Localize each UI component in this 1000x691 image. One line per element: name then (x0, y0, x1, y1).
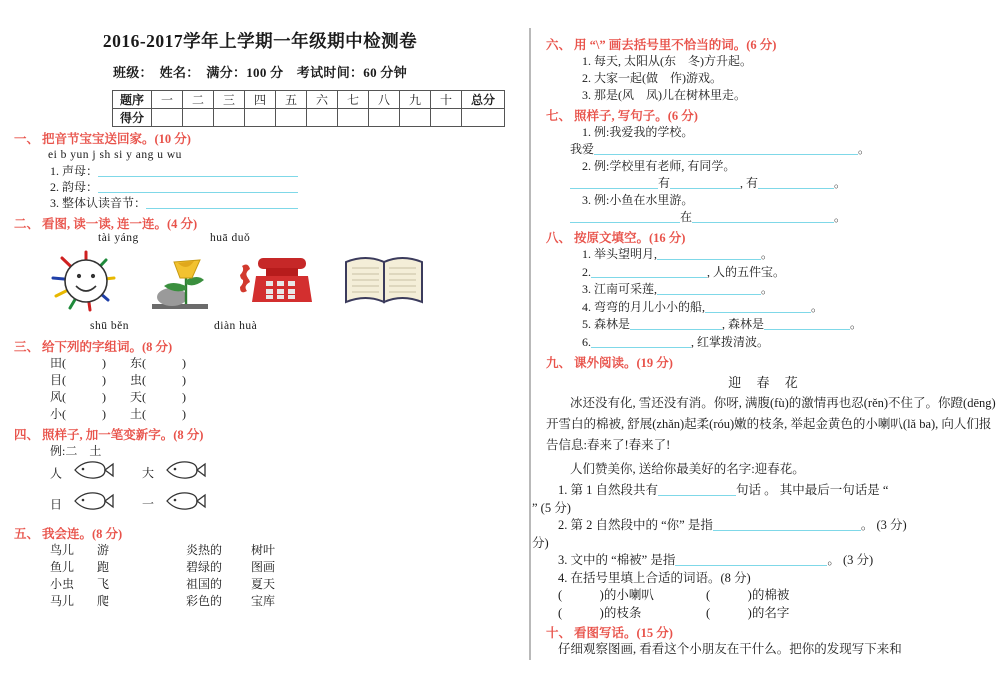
answer-blank[interactable] (146, 195, 298, 209)
question-3-text: 3. 文中的 “棉被” 是指 (558, 553, 676, 567)
list-item: 2. 例:学校里有老师, 有同学。 (582, 159, 736, 173)
list-item (582, 246, 1000, 264)
score-row-label-2: 得分 (113, 109, 152, 127)
bracket-row-1 (558, 587, 1000, 605)
fill-mid: , 森林是 (722, 317, 765, 331)
score-cell[interactable] (369, 109, 400, 127)
list-item (582, 264, 1000, 282)
list-item: 风( ) 天( ) (50, 390, 187, 404)
match-verb[interactable]: 爬 (97, 594, 110, 608)
section-10-title: 看图写话。(15 分) (574, 626, 673, 640)
list-item[interactable]: 1. 每天, 太阳从(东 冬)方升起。 (582, 54, 752, 68)
char-right: 天 (130, 390, 143, 404)
section-2-title: 看图, 读一读, 连一连。(4 分) (42, 217, 198, 231)
section-9-heading (546, 353, 1000, 371)
list-item (582, 316, 1000, 334)
fill-prompt: 6. (582, 334, 591, 349)
answer-blank[interactable] (692, 209, 834, 223)
section-4-example: 例:二 土 (50, 444, 102, 458)
score-col-5: 五 (276, 91, 307, 109)
list-item[interactable]: 2. 大家一起(做 作)游戏。 (582, 71, 722, 85)
fill-suffix: 。 (850, 317, 863, 331)
match-adj[interactable]: 祖国的 (186, 577, 223, 591)
section-7-title: 照样子, 写句子。(6 分) (574, 109, 698, 123)
list-item[interactable]: 3. 那是(风 凤)儿在树林里走。 (582, 88, 746, 102)
list-item (50, 490, 520, 521)
fill-prompt: 4. 弯弯的月儿小小的船, (582, 299, 706, 314)
list-item (50, 576, 520, 593)
page-title: 2016-2017学年上学期一年级期中检测卷 (102, 31, 418, 51)
list-item (50, 593, 520, 610)
answer-blank[interactable] (705, 299, 811, 313)
passage-title: 迎 春 花 (728, 375, 804, 390)
fill-suffix: 。 (811, 299, 824, 314)
score-cell[interactable] (338, 109, 369, 127)
section-2-top-labels (0, 232, 520, 248)
char-right: 东 (130, 356, 143, 370)
score-cell[interactable] (276, 109, 307, 127)
question-1-text-2: 句话 。 其中最后一句话是 “ (736, 483, 889, 497)
match-adj[interactable]: 炎热的 (186, 543, 223, 557)
score-cell[interactable] (400, 109, 431, 127)
answer-blank[interactable] (764, 316, 850, 330)
answer-blank[interactable] (630, 316, 722, 330)
char-left: 小 (50, 407, 63, 421)
section-8-title: 按原文填空。(16 分) (574, 231, 686, 245)
match-verb[interactable]: 跑 (97, 560, 110, 574)
fish-answer-box[interactable] (163, 490, 207, 521)
match-verb[interactable]: 游 (97, 543, 110, 557)
section-1-number: 一、 (14, 132, 40, 146)
section-5-title: 我会连。(8 分) (42, 527, 123, 541)
answer-blank[interactable] (98, 179, 298, 193)
char-prompt: 人 (50, 466, 63, 481)
section-3-title: 给下列的字组词。(8 分) (42, 340, 173, 354)
list-item: 小( ) 土( ) (50, 407, 187, 421)
fill-prompt: 3. 江南可采莲, (582, 282, 658, 296)
section-4-title: 照样子, 加一笔变新字。(8 分) (42, 428, 204, 442)
score-col-1: 一 (152, 91, 183, 109)
list-item: 目( ) 虫( ) (50, 373, 187, 387)
fill-suffix: 。 (761, 282, 774, 296)
answer-blank[interactable] (570, 209, 680, 223)
sun-picture (50, 248, 122, 314)
section-4-rows (50, 459, 520, 521)
score-row-label: 题序 (113, 91, 152, 109)
question-3-suffix: 。 (3 分) (827, 553, 874, 567)
section-1-item-3 (50, 195, 520, 211)
list-item: 3. 例:小鱼在水里游。 (582, 193, 694, 207)
section-3-items (50, 355, 520, 423)
pinyin-list: ei b yun j sh si y ang u wu (48, 149, 182, 161)
label-shengmu: 1. 声母： (50, 164, 99, 178)
right-column (532, 0, 1000, 691)
match-noun[interactable]: 宝库 (251, 594, 276, 608)
answer-blank[interactable] (657, 246, 761, 260)
score-cell-total[interactable] (462, 109, 505, 127)
list-item (50, 542, 520, 559)
char-prompt: 大 (142, 466, 155, 481)
section-4-number: 四、 (14, 428, 40, 442)
list-item (50, 459, 520, 490)
section-7-items (570, 124, 1000, 226)
section-8-heading (546, 228, 1000, 246)
sentence-word-you: 有 (658, 176, 671, 190)
label-zhengti: 3. 整体认读音节： (50, 196, 147, 210)
list-item: 我爱 。 (570, 142, 871, 156)
reading-question-2-cont: 分) (532, 535, 549, 550)
match-left[interactable]: 鱼儿 (50, 560, 75, 574)
section-8-items (582, 246, 1000, 351)
score-col-3: 三 (214, 91, 245, 109)
match-left[interactable]: 马儿 (50, 594, 75, 608)
section-1-title: 把音节宝宝送回家。(10 分) (42, 132, 191, 146)
score-col-4: 四 (245, 91, 276, 109)
reading-question-1-cont: ” (5 分) (532, 500, 571, 515)
list-item (50, 559, 520, 576)
section-2-bottom-labels (0, 320, 520, 335)
char-prompt: 日 (50, 497, 63, 512)
fish-answer-box[interactable] (163, 459, 207, 490)
answer-blank[interactable] (591, 264, 707, 278)
char-right: 虫 (130, 373, 143, 387)
passage-paragraph-1: 冰还没有化, 雪还没有消。你呀, 满腹(fù)的激情再也忍(rěn)不住了。你蹬(dēng)开雪白的棉被, 舒展(zhǎn)起柔(róu)嫩的枝条, 举起金黄色的小喇叭(lǎ ba), 向人们报告信息:春来了!春来了! (546, 396, 996, 452)
sentence-word-you2: , 有 (740, 176, 759, 190)
match-verb[interactable]: 飞 (97, 577, 110, 591)
flower-picture (148, 248, 212, 314)
score-col-total: 总分 (462, 91, 505, 109)
score-col-7: 七 (338, 91, 369, 109)
section-2-images (20, 248, 520, 320)
answer-blank[interactable] (675, 552, 827, 566)
score-col-10: 十 (431, 91, 462, 109)
score-col-8: 八 (369, 91, 400, 109)
answer-blank[interactable] (658, 482, 736, 496)
section-4-heading (14, 425, 520, 443)
fill-suffix: 。 (761, 247, 774, 261)
section-6-title: 用 “\” 画去括号里不恰当的词。(6 分) (574, 38, 777, 52)
section-3-number: 三、 (14, 340, 40, 354)
section-1-item-1 (50, 163, 520, 179)
char-right: 土 (130, 407, 143, 421)
section-1-item-2 (50, 179, 520, 195)
pinyin-taiyang: tài yáng (98, 232, 139, 244)
section-9-number: 九、 (546, 356, 572, 370)
char-left: 田 (50, 356, 63, 370)
reading-question-3 (558, 552, 1000, 570)
section-1-heading (14, 129, 520, 147)
char-left: 目 (50, 373, 63, 387)
answer-blank[interactable] (98, 163, 298, 177)
list-item: 1. 例:我爱我的学校。 (582, 125, 694, 139)
telephone-picture (238, 248, 314, 310)
passage-paragraph-2: 人们赞美你, 送给你最美好的名字:迎春花。 (570, 462, 805, 476)
score-cell[interactable] (245, 109, 276, 127)
list-item (582, 299, 1000, 317)
answer-blank[interactable] (594, 141, 858, 155)
book-picture (342, 248, 426, 308)
match-left[interactable]: 小虫 (50, 577, 75, 591)
reading-question-2 (558, 517, 1000, 535)
list-item: 在 。 (570, 209, 1000, 226)
answer-blank[interactable] (713, 517, 861, 531)
char-prompt: 一 (142, 497, 155, 512)
table-row-scores (113, 109, 505, 127)
section-7-heading (546, 106, 1000, 124)
answer-blank[interactable] (670, 175, 740, 189)
list-item: 有 , 有 。 (570, 175, 1000, 192)
answer-blank[interactable] (591, 334, 691, 348)
fish-answer-box[interactable] (71, 459, 115, 490)
section-6-heading (546, 35, 1000, 53)
reading-question-4: 4. 在括号里填上合适的词语。(8 分) (558, 570, 751, 585)
bracket-item[interactable]: ( )的枝条 (558, 605, 642, 620)
fill-prompt: 5. 森林是 (582, 317, 631, 331)
answer-blank[interactable] (570, 175, 658, 189)
answer-blank[interactable] (657, 281, 761, 295)
section-10-description: 仔细观察图画, 看看这个小朋友在干什么。把你的发现写下来和 (558, 642, 902, 656)
score-cell[interactable] (152, 109, 183, 127)
section-6-items (582, 53, 1000, 104)
fill-prompt: 1. 举头望明月, (582, 247, 658, 261)
question-2-text: 2. 第 2 自然段中的 “你” 是指 (558, 518, 713, 532)
match-noun[interactable]: 图画 (251, 560, 276, 574)
bracket-item[interactable]: ( )的小喇叭 (558, 588, 654, 602)
score-cell[interactable] (307, 109, 338, 127)
question-1-text: 1. 第 1 自然段共有 (558, 483, 659, 497)
section-9-title: 课外阅读。(19 分) (574, 356, 673, 370)
match-noun[interactable]: 树叶 (251, 543, 276, 557)
fish-answer-box[interactable] (71, 490, 115, 521)
pinyin-huaduo: huā duǒ (210, 232, 251, 244)
score-cell[interactable] (183, 109, 214, 127)
sentence-word-zai: 在 (680, 210, 693, 224)
score-col-9: 九 (400, 91, 431, 109)
match-adj[interactable]: 碧绿的 (186, 560, 223, 574)
pinyin-shuben: shū běn (90, 320, 129, 332)
score-col-6: 六 (307, 91, 338, 109)
score-cell[interactable] (214, 109, 245, 127)
label-yunmu: 2. 韵母： (50, 180, 99, 194)
list-item (582, 281, 1000, 299)
match-left[interactable]: 鸟儿 (50, 543, 75, 557)
score-cell[interactable] (431, 109, 462, 127)
table-row-header (113, 91, 505, 109)
section-7-number: 七、 (546, 109, 572, 123)
section-10-number: 十、 (546, 626, 572, 640)
section-5-heading (14, 524, 520, 542)
fill-suffix: , 人的五件宝。 (707, 264, 786, 279)
sentence-prefix: 我爱 (570, 142, 595, 156)
reading-question-1 (558, 482, 1000, 500)
bracket-item[interactable]: ( )的名字 (706, 605, 790, 620)
score-table (112, 90, 505, 127)
section-2-heading (14, 214, 520, 232)
char-left: 风 (50, 390, 63, 404)
pinyin-dianhua: diàn huà (214, 320, 258, 332)
section-6-number: 六、 (546, 38, 572, 52)
section-5-number: 五、 (14, 527, 40, 541)
list-item: 田( ) 东( ) (50, 356, 187, 370)
section-3-heading (14, 337, 520, 355)
bracket-item[interactable]: ( )的棉被 (706, 588, 790, 602)
answer-blank[interactable] (758, 175, 834, 189)
score-col-2: 二 (183, 91, 214, 109)
section-2-number: 二、 (14, 217, 40, 231)
question-2-suffix: 。 (3 分) (860, 518, 907, 532)
section-5-matching (50, 542, 520, 610)
fill-prompt: 2. (582, 264, 591, 279)
list-item (582, 334, 1000, 352)
match-adj[interactable]: 彩色的 (186, 594, 223, 608)
match-noun[interactable]: 夏天 (251, 577, 276, 591)
exam-info-line: 班级： 姓名： 满分：100 分 考试时间：60 分钟 (112, 65, 408, 80)
fill-suffix: , 红掌拨清波。 (691, 334, 770, 349)
section-8-number: 八、 (546, 231, 572, 245)
section-10-heading (546, 623, 1000, 641)
bracket-row-2 (558, 605, 1000, 623)
column-divider (529, 28, 531, 660)
